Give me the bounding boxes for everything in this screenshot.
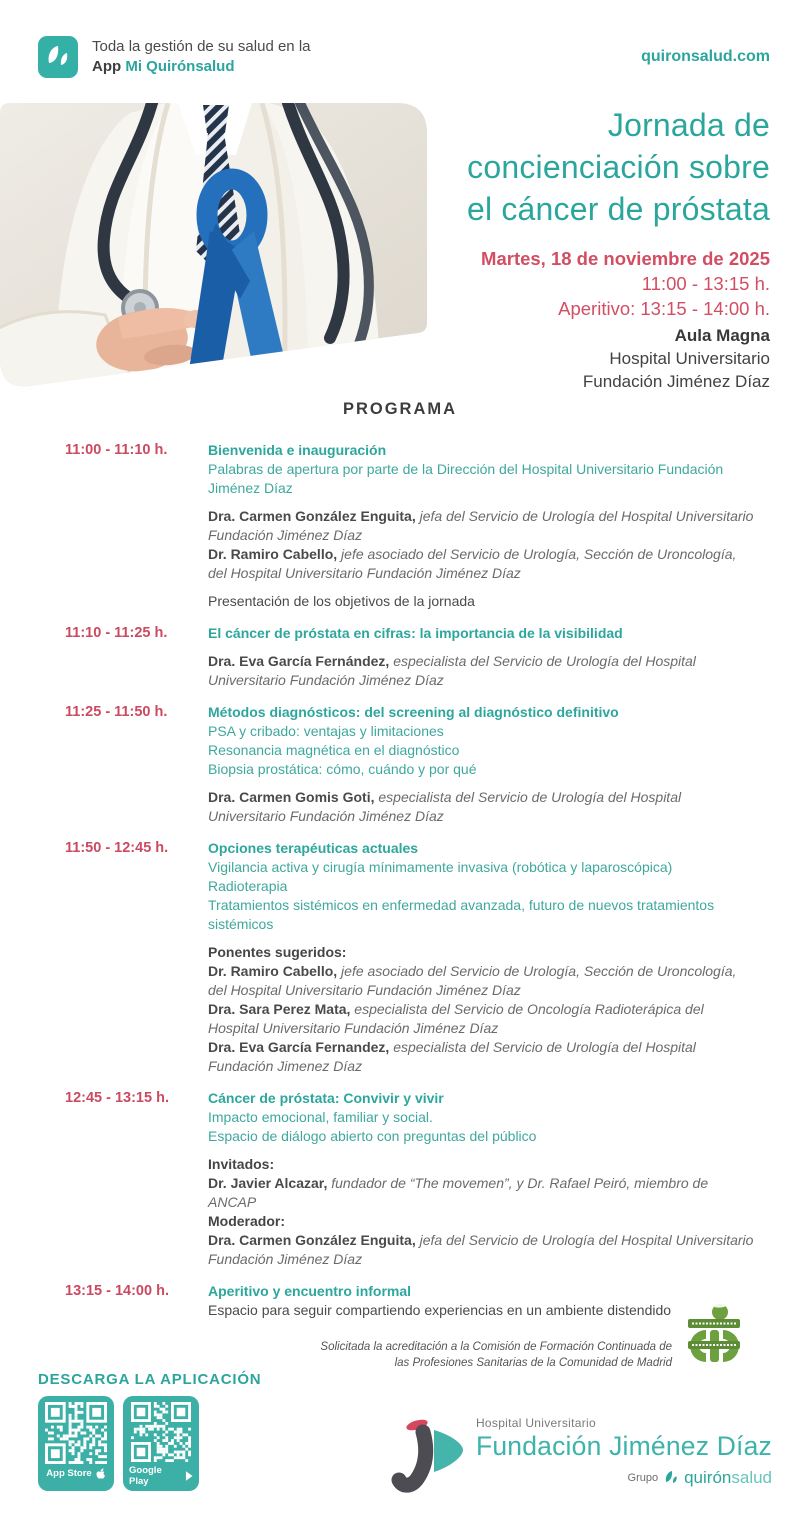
speaker-line [208,1000,758,1038]
speaker-line [208,962,758,1000]
slot-title: Métodos diagnósticos: del screening al diagnóstico definitivo [208,704,619,720]
fjd-logo [390,1416,772,1496]
event-title-line2: concienciación sobre [467,149,770,185]
hero-text [350,104,770,393]
tagline-brand: Mi Quirónsalud [125,58,235,75]
petals-icon [45,43,71,71]
speaker-role: especialista del Servicio de Urología del Hospital Universitario Fundación Jiménez Díaz [208,653,696,688]
apple-icon [96,1467,106,1479]
program-row [0,839,800,1076]
speaker-name: Dra. Carmen González Enguita, [208,508,416,524]
qr-codes [38,1396,199,1491]
accreditation-text [242,1339,672,1371]
event-title-line1: Jornada de [607,107,770,143]
speaker-line [208,507,758,545]
speaker-name: Dra. Carmen Gomis Goti, [208,789,375,805]
website-link[interactable]: quironsalud.com [641,48,770,65]
slot-topic: Vigilancia activa y cirugía mínimamente invasiva (robótica y laparoscópica) [208,859,673,875]
venue-line1: Hospital Universitario [609,349,770,368]
brand-salud: salud [731,1468,772,1487]
tagline-line1: Toda la gestión de su salud en la [92,38,311,55]
slot-topic: Espacio de diálogo abierto con preguntas del público [208,1128,537,1144]
slot-topic: PSA y cribado: ventajas y limitaciones [208,723,444,739]
slot-time: 11:50 - 12:45 h. [65,840,169,856]
speaker-line [208,1231,758,1269]
slot-time: 11:00 - 11:10 h. [65,442,168,458]
event-aperitivo: Aperitivo: 13:15 - 14:00 h. [558,298,770,319]
speaker-role: especialista del Servicio de Urología del Hospital Universitario Fundación Jiménez Díaz [208,789,682,824]
speaker-line [208,652,758,690]
appstore-qr-code [45,1402,107,1464]
venue-line2: Fundación Jiménez Díaz [582,372,770,391]
speaker-role: jefe asociado del Servicio de Urología, Sección de Uroncología, del Hospital Universitario Fundación Jiménez Díaz [208,963,737,998]
accreditation-line2: las Profesiones Sanitarias de la Comunidad de Madrid [394,1357,672,1369]
program-row [0,1282,800,1320]
slot-time: 11:10 - 11:25 h. [65,625,168,641]
fjd-mark-icon [390,1416,464,1496]
slot-guests [208,1155,758,1269]
slot-topic: Tratamientos sistémicos en enfermedad avanzada, futuro de nuevos tratamientos sistémicos [208,897,715,932]
slot-title: El cáncer de próstata en cifras: la importancia de la visibilidad [208,625,623,641]
speaker-name: Dr. Ramiro Cabello, [208,546,338,562]
slot-topic: Impacto emocional, familiar y social. [208,1109,433,1125]
slot-speakers [208,652,758,690]
event-title-line3: el cáncer de próstata [466,191,770,227]
speaker-name: Dra. Eva García Fernández, [208,653,390,669]
slot-title: Cáncer de próstata: Convivir y vivir [208,1090,444,1106]
speaker-role: especialista del Servicio de Urología del Hospital Fundación Jimenez Díaz [208,1039,696,1074]
slot-note: Espacio para seguir compartiendo experiencias en un ambiente distendido [208,1302,672,1318]
speaker-role: jefa del Servicio de Urología del Hospital Universitario Fundación Jiménez Díaz [208,1232,754,1267]
slot-topic: Resonancia magnética en el diagnóstico [208,742,460,758]
speaker-role: fundador de “The movemen”, y Dr. Rafael Peiró, miembro de ANCAP [208,1175,709,1210]
accreditation-line1: Solicitada la acreditación a la Comisión de Formación Continuada de [320,1341,672,1353]
speaker-line [208,1174,758,1212]
speakers-label: Ponentes sugeridos: [208,944,347,960]
tagline-app: App [92,58,122,75]
program-row [0,624,800,690]
appstore-label: App Store [46,1467,92,1479]
appstore-qr-tile[interactable] [38,1396,114,1491]
slot-title: Opciones terapéuticas actuales [208,840,419,856]
speaker-line [208,545,758,583]
googleplay-label: Google Play [129,1465,162,1487]
slot-time: 11:25 - 11:50 h. [65,704,168,720]
slot-speakers [208,943,758,1076]
speaker-line [208,1038,758,1076]
speaker-name: Dra. Sara Perez Mata, [208,1001,351,1017]
slot-time: 13:15 - 14:00 h. [65,1283,169,1299]
event-venue [350,324,770,393]
quironsalud-app-icon [38,36,78,78]
program-row [0,1089,800,1269]
header-tagline [92,37,311,77]
speaker-line [208,788,758,826]
speaker-role: jefa del Servicio de Urología del Hospital Universitario Fundación Jiménez Díaz [208,508,754,543]
cfc-accreditation-logo-icon [684,1303,744,1373]
speaker-name: Dr. Javier Alcazar, [208,1175,328,1191]
googleplay-qr-code [130,1402,192,1462]
grupo-label: Grupo [627,1472,659,1484]
slot-title: Bienvenida e inauguración [208,442,387,458]
moderator-label: Moderador: [208,1213,285,1229]
speaker-name: Dr. Ramiro Cabello, [208,963,338,979]
venue-room: Aula Magna [674,326,770,345]
slot-note: Presentación de los objetivos de la jornada [208,593,475,609]
slot-topic: Biopsia prostática: cómo, cuándo y por qué [208,761,477,777]
download-app-heading: DESCARGA LA APLICACIÓN [38,1371,262,1388]
speaker-name: Dra. Eva García Fernandez, [208,1039,390,1055]
program-heading: PROGRAMA [342,400,458,418]
event-datetime [350,246,770,321]
program-row [0,703,800,826]
event-title [350,104,770,230]
play-icon [185,1471,193,1481]
speaker-name: Dra. Carmen González Enguita, [208,1232,416,1248]
slot-speakers [208,507,758,583]
grupo-quironsalud [476,1468,772,1488]
header [38,36,770,78]
program-list [0,441,800,1333]
event-time: 11:00 - 13:15 h. [641,273,770,294]
event-date: Martes, 18 de noviembre de 2025 [481,248,770,269]
speaker-role: especialista del Servicio de Oncología Radioterápica del Hospital Universitario Fundación Jiménez Díaz [208,1001,704,1036]
slot-subtitle: Palabras de apertura por parte de la Dirección del Hospital Universitario Fundación Jiménez Díaz [208,461,724,496]
guests-label: Invitados: [208,1156,275,1172]
speaker-role: jefe asociado del Servicio de Urología, Sección de Uroncología, del Hospital Universitario Fundación Jiménez Díaz [208,546,737,581]
slot-title: Aperitivo y encuentro informal [208,1283,412,1299]
fjd-name: Fundación Jiménez Díaz [475,1431,772,1461]
brand-quiron: quirón [684,1468,732,1487]
program-row [0,441,800,611]
fjd-hospital-universitario: Hospital Universitario [475,1416,596,1430]
slot-time: 12:45 - 13:15 h. [65,1090,169,1106]
slot-speakers [208,788,758,826]
googleplay-qr-tile[interactable] [123,1396,199,1491]
quironsalud-petals-icon [664,1470,678,1486]
slot-topic: Radioterapia [208,878,288,894]
